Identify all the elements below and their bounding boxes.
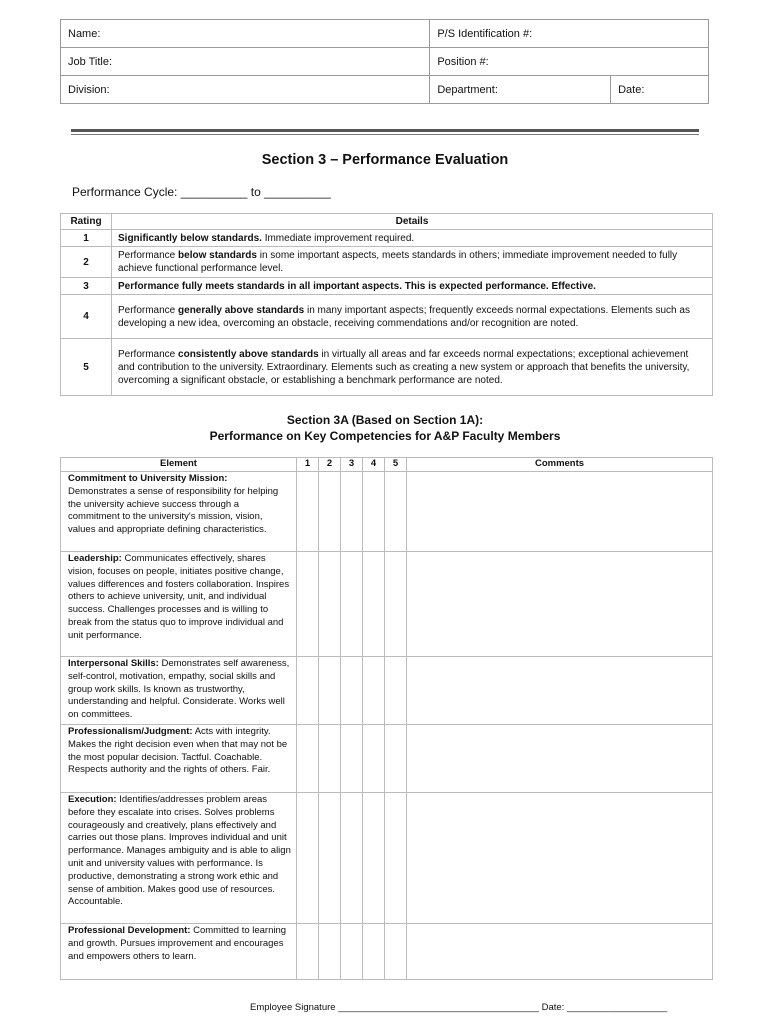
competency-text: Demonstrates a sense of responsibility for helping the university achieve success through a commitment to the university's mission, vision, values and appropriate defining characteristics.	[68, 485, 279, 536]
rating-row	[61, 295, 713, 339]
rating-value: 5	[61, 339, 112, 396]
competency-element	[61, 793, 297, 924]
score-cell-5[interactable]	[385, 657, 407, 725]
rating-detail	[112, 247, 713, 278]
competency-text: Identifies/addresses problem areas before they escalate into crises. Solves problems courageously and creatively, plans effectively and carries out those plans. Improves individual and unit performance. Manages ambiguity and is able to align unit and university values with performance. Is productive, demonstrating a strong work ethic and sense of ambition. Makes good use of resources. Accountable.	[68, 794, 291, 908]
comments-cell[interactable]	[407, 657, 713, 725]
rating-detail-text: Immediate improvement required.	[261, 232, 415, 244]
competency-title: Interpersonal Skills:	[68, 658, 159, 669]
score-cell-3[interactable]	[341, 552, 363, 657]
score-cell-1[interactable]	[297, 472, 319, 552]
rating-detail	[112, 230, 713, 247]
score-cell-5[interactable]	[385, 725, 407, 793]
rating-table	[60, 213, 713, 396]
competency-title: Professional Development:	[68, 925, 191, 936]
score-cell-3[interactable]	[341, 924, 363, 980]
score-cell-3[interactable]	[341, 472, 363, 552]
rating-value: 3	[61, 278, 112, 295]
competency-text: Demonstrates self awareness, self-control, motivation, empathy, social skills and group work skills. Is known as trustworthy, understanding and helpful. Considerate. Works well on committees.	[68, 658, 290, 721]
competency-element	[61, 552, 297, 657]
score-cell-4[interactable]	[363, 472, 385, 552]
score-cell-4[interactable]	[363, 552, 385, 657]
score-cell-4[interactable]	[363, 793, 385, 924]
comments-cell[interactable]	[407, 552, 713, 657]
score-cell-5[interactable]	[385, 472, 407, 552]
name-label: Name:	[68, 27, 101, 40]
competency-title: Professionalism/Judgment:	[68, 726, 193, 737]
employee-signature-line[interactable]: Employee Signature ______________________________________ Date: ___________________	[250, 1002, 668, 1013]
score-header-2: 2	[319, 458, 341, 472]
competency-text: Acts with integrity. Makes the right decision even when that may not be the most popular decision. Tactful. Coachable. Respects authority and the rights of others. Fair.	[68, 726, 288, 776]
score-cell-2[interactable]	[319, 472, 341, 552]
competency-text: Communicates effectively, shares vision, focuses on people, initiates positive change, values differences and fosters collaboration. Inspires others to achieve university, unit, and individual success. Challenges processes and is willing to break from the status quo to improve individual and unit performance.	[68, 553, 290, 641]
division-field[interactable]	[61, 76, 430, 104]
ps-id-field[interactable]	[430, 20, 709, 48]
job-title-label: Job Title:	[68, 55, 113, 68]
score-cell-3[interactable]	[341, 725, 363, 793]
competency-text: Committed to learning and growth. Pursues improvement and encourages and empowers others to learn.	[68, 925, 287, 962]
job-title-field[interactable]	[61, 48, 430, 76]
competency-row	[61, 472, 713, 552]
score-cell-3[interactable]	[341, 657, 363, 725]
department-label: Department:	[437, 83, 498, 96]
rating-detail-text: in some important aspects, meets standards in others; immediate improvement needed to fully achieve functional performance level.	[118, 250, 678, 274]
score-cell-1[interactable]	[297, 657, 319, 725]
competency-element	[61, 924, 297, 980]
division-label: Division:	[68, 83, 110, 96]
ps-id-label: P/S Identification #:	[437, 27, 533, 40]
performance-cycle[interactable]: Performance Cycle: __________ to __________	[72, 185, 331, 199]
section3-title: Section 3 – Performance Evaluation	[261, 152, 509, 168]
rating-detail-text: in many important aspects; frequently exceeds normal expectations. Elements such as developing a new idea, overcoming an obstacle, receiving commendations and/or recognition are noted.	[118, 304, 690, 329]
score-cell-5[interactable]	[385, 552, 407, 657]
date-field[interactable]	[611, 76, 709, 104]
competency-row	[61, 552, 713, 657]
rating-value: 4	[61, 295, 112, 339]
rating-header: Rating	[61, 214, 112, 230]
rating-detail-text: in virtually all areas and far exceeds normal expectations; exceptional achievement and contribution to the university. Extraordinary. Elements such as creating a new system or approach that benefits the university, overcoming a significant obstacle, or establishing a benchmark performance are noted.	[118, 348, 690, 386]
position-label: Position #:	[437, 55, 489, 68]
score-cell-5[interactable]	[385, 793, 407, 924]
rating-detail-bold: consistently above standards	[178, 348, 319, 360]
date-label: Date:	[618, 83, 645, 96]
divider-thin	[71, 134, 699, 135]
rating-detail-bold: Significantly below standards.	[118, 232, 262, 244]
element-header: Element	[61, 458, 297, 472]
rating-detail-pre: Performance	[118, 304, 179, 316]
rating-detail-bold: below standards	[178, 250, 257, 261]
score-cell-1[interactable]	[297, 793, 319, 924]
rating-detail	[112, 295, 713, 339]
score-cell-4[interactable]	[363, 725, 385, 793]
comments-header: Comments	[407, 458, 713, 472]
score-cell-4[interactable]	[363, 924, 385, 980]
competency-row	[61, 725, 713, 793]
divider-thick	[71, 129, 699, 132]
rating-detail-pre: Performance	[118, 250, 179, 261]
competency-element	[61, 472, 297, 552]
rating-detail-pre: Performance	[118, 348, 179, 360]
score-header-4: 4	[363, 458, 385, 472]
comments-cell[interactable]	[407, 924, 713, 980]
rating-value: 2	[61, 247, 112, 278]
rating-detail-bold: Performance fully meets standards in all important aspects. This is expected performance. Effective.	[118, 280, 596, 292]
score-cell-1[interactable]	[297, 725, 319, 793]
score-cell-3[interactable]	[341, 793, 363, 924]
competency-title: Execution:	[68, 794, 117, 805]
competencies-table	[60, 457, 713, 980]
score-cell-2[interactable]	[319, 657, 341, 725]
score-header-5: 5	[385, 458, 407, 472]
competency-row	[61, 793, 713, 924]
score-header-1: 1	[297, 458, 319, 472]
competency-row	[61, 924, 713, 980]
competency-element	[61, 657, 297, 725]
section3a-title: Section 3A (Based on Section 1A):	[286, 413, 484, 427]
rating-value: 1	[61, 230, 112, 247]
score-cell-1[interactable]	[297, 924, 319, 980]
score-header-3: 3	[341, 458, 363, 472]
rating-detail	[112, 278, 713, 295]
rating-detail-bold: generally above standards	[178, 304, 305, 316]
score-cell-2[interactable]	[319, 552, 341, 657]
score-cell-2[interactable]	[319, 725, 341, 793]
score-cell-5[interactable]	[385, 924, 407, 980]
employee-info-table	[60, 19, 709, 104]
rating-row	[61, 230, 713, 247]
section3a-subtitle: Performance on Key Competencies for A&P Faculty Members	[209, 429, 561, 443]
score-cell-1[interactable]	[297, 552, 319, 657]
comments-cell[interactable]	[407, 472, 713, 552]
comments-cell[interactable]	[407, 793, 713, 924]
score-cell-4[interactable]	[363, 657, 385, 725]
competency-title: Commitment to University Mission:	[68, 473, 228, 484]
rating-detail	[112, 339, 713, 396]
competency-title: Leadership:	[68, 553, 122, 564]
department-field[interactable]	[430, 76, 611, 104]
rating-row	[61, 339, 713, 396]
name-field[interactable]	[61, 20, 430, 48]
competency-row	[61, 657, 713, 725]
details-header: Details	[112, 214, 713, 230]
score-cell-2[interactable]	[319, 793, 341, 924]
score-cell-2[interactable]	[319, 924, 341, 980]
comments-cell[interactable]	[407, 725, 713, 793]
rating-row	[61, 247, 713, 278]
rating-row	[61, 278, 713, 295]
competency-element	[61, 725, 297, 793]
position-field[interactable]	[430, 48, 709, 76]
